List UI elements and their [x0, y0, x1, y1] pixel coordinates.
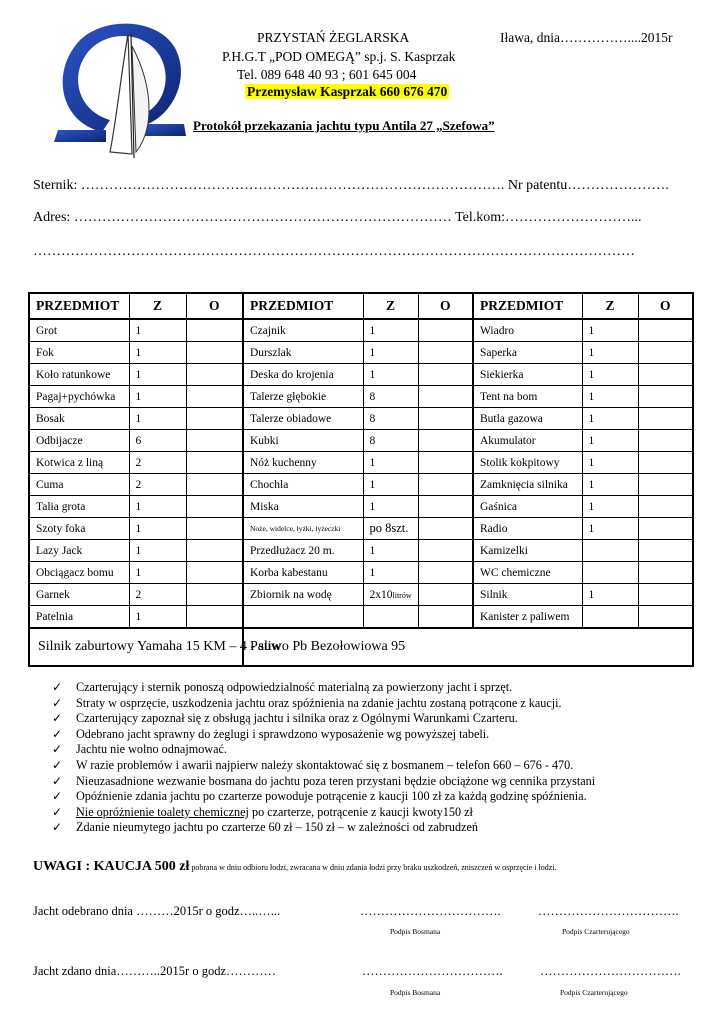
adres-field: Adres: ……………………………………………………………………… Tel.kom:………………………... — [33, 210, 642, 225]
rule-text: Czarterujący zapoznał się z obsługą jachtu i silnika oraz z Ogólnymi Warunkami Czarteru. — [76, 711, 518, 726]
item-name-cell: Siekierka — [473, 364, 582, 386]
firm-name: P.H.G.T „POD OMEGĄ” sp.j. S. Kasprzak — [222, 49, 456, 64]
qty-issued-cell: 1 — [129, 606, 186, 629]
table-row — [29, 386, 693, 408]
rule-item — [52, 758, 712, 774]
qty-issued-cell: 1 — [582, 496, 638, 518]
item-name-cell: Grot — [29, 319, 129, 342]
item-name-cell: Deska do krojenia — [243, 364, 363, 386]
item-name-cell: Przedłużacz 20 m. — [243, 540, 363, 562]
deposit-note: pobrana w dniu odbioru łodzi, zwracana w dniu zdania łodzi przy braku uszkodzeń, zniszczeń w osprzęcie i łodzi. — [189, 863, 557, 872]
qty-returned-cell — [418, 518, 473, 540]
rule-text: Nieuzasadnione wezwanie bosmana do jachtu poza teren przystani będzie obciążone wg cennika przystani — [76, 773, 596, 788]
qty-returned-cell — [418, 430, 473, 452]
item-name-cell: Zamknięcia silnika — [473, 474, 582, 496]
table-row — [29, 342, 693, 364]
item-name-cell: Obciągacz bomu — [29, 562, 129, 584]
table-row — [29, 430, 693, 452]
table-row — [29, 474, 693, 496]
qty-returned-cell — [418, 496, 473, 518]
place-date: Iława, dnia……………....2015r — [500, 30, 673, 45]
qty-issued-cell — [582, 562, 638, 584]
table-row — [29, 319, 693, 342]
qty-returned-cell — [638, 562, 693, 584]
fuel-info: Paliwo Pb Bezołowiowa 95 — [243, 628, 693, 666]
qty-returned-cell — [418, 584, 473, 606]
qty-returned-cell — [418, 342, 473, 364]
item-name-cell: Nóż kuchenny — [243, 452, 363, 474]
qty-issued-cell — [582, 540, 638, 562]
check-mark-icon: ✓ — [52, 757, 63, 772]
item-name-cell: WC chemiczne — [473, 562, 582, 584]
signature-dots: ……………………………. — [540, 964, 681, 978]
qty-returned-cell — [418, 606, 473, 629]
qty-issued-cell: 1 — [363, 364, 418, 386]
item-name-cell: Szoty foka — [29, 518, 129, 540]
rule-text: Jachtu nie wolno odnajmować. — [76, 742, 227, 757]
bosman-signature-label: Podpis Bosmana — [390, 927, 441, 936]
rule-text: Czarterujący i sternik ponoszą odpowiedzialność materialną za powierzony jacht i sprzęt. — [76, 680, 513, 694]
qty-issued-cell — [582, 606, 638, 629]
qty-returned-cell — [418, 319, 473, 342]
qty-issued-cell: 1 — [363, 496, 418, 518]
col-header: O — [638, 293, 693, 319]
col-header: O — [418, 293, 473, 319]
contact-highlight — [245, 83, 449, 101]
qty-returned-cell — [638, 474, 693, 496]
qty-returned-cell — [638, 540, 693, 562]
item-name-cell: Gaśnica — [473, 496, 582, 518]
table-row — [29, 364, 693, 386]
check-mark-icon: ✓ — [52, 789, 63, 804]
col-header: O — [186, 293, 243, 319]
col-header: PRZEDMIOT — [473, 293, 582, 319]
item-name-cell: Silnik — [473, 584, 582, 606]
charterer-signature-label: Podpis Czarterującego — [562, 927, 630, 936]
qty-returned-cell — [638, 319, 693, 342]
item-name-cell: Talerze obiadowe — [243, 408, 363, 430]
col-header: PRZEDMIOT — [243, 293, 363, 319]
qty-returned-cell — [418, 540, 473, 562]
uwagi-line — [33, 857, 557, 875]
rule-item — [52, 789, 712, 805]
check-mark-icon: ✓ — [52, 711, 63, 726]
document-title: Protokół przekazania jachtu typu Antila 27 „Szefowa” — [193, 118, 495, 133]
signature-dots: ……………………………. — [360, 904, 501, 918]
qty-issued-cell: 1 — [129, 540, 186, 562]
item-name-cell: Radio — [473, 518, 582, 540]
qty-returned-cell — [638, 386, 693, 408]
qty-returned-cell — [186, 452, 243, 474]
item-name-cell: Saperka — [473, 342, 582, 364]
col-header: PRZEDMIOT — [29, 293, 129, 319]
qty-returned-cell — [638, 342, 693, 364]
signature-dots: ……………………………. — [538, 904, 679, 918]
qty-issued-cell: 1 — [129, 518, 186, 540]
equipment-table — [28, 292, 694, 667]
check-mark-icon: ✓ — [52, 820, 63, 835]
omega-sail-logo — [40, 12, 190, 162]
qty-returned-cell — [418, 474, 473, 496]
charterer-signature-label: Podpis Czarterującego — [560, 988, 628, 997]
item-name-cell: Zbiornik na wodę — [243, 584, 363, 606]
check-mark-icon: ✓ — [52, 804, 63, 819]
qty-returned-cell — [638, 430, 693, 452]
item-name-cell: Butla gazowa — [473, 408, 582, 430]
check-mark-icon: ✓ — [52, 695, 63, 710]
check-mark-icon: ✓ — [52, 742, 63, 757]
table-row — [29, 518, 693, 540]
item-name-cell: Stolik kokpitowy — [473, 452, 582, 474]
contact-person: Przemysław Kasprzak 660 676 470 — [247, 84, 448, 99]
item-name-cell: Koło ratunkowe — [29, 364, 129, 386]
item-name-cell: Noże, widelce, łyżki, łyżeczki — [243, 518, 363, 540]
check-mark-icon: ✓ — [52, 680, 63, 694]
qty-returned-cell — [638, 364, 693, 386]
col-header: Z — [363, 293, 418, 319]
rule-item — [52, 680, 712, 696]
qty-issued-cell: 1 — [129, 319, 186, 342]
rule-text: po czarterze, potrącenie z kaucji kwoty150 zł — [248, 804, 473, 819]
qty-issued-cell: 2 — [129, 584, 186, 606]
col-header: Z — [129, 293, 186, 319]
rules-list — [52, 680, 712, 836]
item-name-cell: Patelnia — [29, 606, 129, 629]
rule-text: Odebrano jacht sprawny do żeglugi i sprawdzono wyposażenie wg powyższej tabeli. — [76, 726, 490, 741]
sternik-field: Sternik: ………………………………………………………………………………. Nr patentu…………………. — [33, 178, 669, 193]
qty-returned-cell — [638, 584, 693, 606]
item-name-cell: Cuma — [29, 474, 129, 496]
rule-item — [52, 774, 712, 790]
qty-issued-cell: 1 — [582, 584, 638, 606]
item-name-cell: Chochla — [243, 474, 363, 496]
qty-returned-cell — [186, 364, 243, 386]
deposit-label: UWAGI : KAUCJA 500 zł — [33, 859, 190, 874]
water-tank-qty: 2x10 — [369, 588, 393, 601]
qty-issued-cell: 6 — [129, 430, 186, 452]
qty-issued-cell: 8 — [363, 386, 418, 408]
item-name-cell: Fok — [29, 342, 129, 364]
rule-item — [52, 820, 712, 836]
table-row — [29, 540, 693, 562]
qty-issued-cell: 1 — [129, 386, 186, 408]
qty-issued-cell: 1 — [582, 408, 638, 430]
item-name-cell: Akumulator — [473, 430, 582, 452]
qty-returned-cell — [638, 408, 693, 430]
company-name: PRZYSTAŃ ŻEGLARSKA — [257, 30, 410, 45]
qty-issued-cell — [363, 584, 418, 606]
item-name-cell: Odbijacze — [29, 430, 129, 452]
qty-issued-cell: 1 — [582, 386, 638, 408]
table-footer-row — [29, 628, 693, 666]
qty-issued-cell: 1 — [129, 364, 186, 386]
item-name-cell: Kubki — [243, 430, 363, 452]
qty-issued-cell: 1 — [582, 319, 638, 342]
qty-issued-cell: 8 — [363, 430, 418, 452]
qty-returned-cell — [418, 364, 473, 386]
odebrano-line: Jacht odebrano dnia ………2015r o godz…..…... — [33, 904, 281, 918]
qty-issued-cell: 1 — [582, 430, 638, 452]
rule-item — [52, 742, 712, 758]
item-name-cell: Garnek — [29, 584, 129, 606]
table-row — [29, 496, 693, 518]
rule-text: Zdanie nieumytego jachtu po czarterze 60 zł – 150 zł – w zależności od zabrudzeń — [76, 820, 479, 835]
qty-issued-cell: 1 — [582, 518, 638, 540]
qty-returned-cell — [418, 408, 473, 430]
item-name-cell: Czajnik — [243, 319, 363, 342]
qty-issued-cell: 1 — [129, 562, 186, 584]
item-name-cell: Kanister z paliwem — [473, 606, 582, 629]
qty-returned-cell — [186, 540, 243, 562]
qty-issued-cell: 1 — [363, 540, 418, 562]
item-name-cell: Talerze głębokie — [243, 386, 363, 408]
table-row — [29, 606, 693, 629]
item-name-cell: Korba kabestanu — [243, 562, 363, 584]
qty-issued-cell: 1 — [363, 474, 418, 496]
extra-field: ………………………………………………………………………………………………………………… — [33, 244, 635, 259]
qty-issued-cell: 2 — [129, 474, 186, 496]
item-name-cell: Kamizelki — [473, 540, 582, 562]
col-header: Z — [582, 293, 638, 319]
rule-text: Opóźnienie zdania jachtu po czarterze powoduje potrącenie z kaucji 100 zł za każdą godzinę spóźnienia. — [76, 789, 587, 804]
phone-numbers: Tel. 089 648 40 93 ; 601 645 004 — [237, 67, 417, 82]
qty-issued-cell: 1 — [582, 364, 638, 386]
check-mark-icon: ✓ — [52, 726, 63, 741]
item-name-cell: Lazy Jack — [29, 540, 129, 562]
qty-returned-cell — [186, 518, 243, 540]
item-name-cell: Pagaj+pychówka — [29, 386, 129, 408]
qty-issued-cell: 1 — [582, 452, 638, 474]
rule-item — [52, 805, 712, 821]
qty-issued-cell: po 8szt. — [363, 518, 418, 540]
rule-item — [52, 711, 712, 727]
qty-issued-cell: 1 — [363, 319, 418, 342]
table-row — [29, 584, 693, 606]
qty-returned-cell — [186, 408, 243, 430]
qty-returned-cell — [186, 474, 243, 496]
qty-issued-cell: 1 — [582, 342, 638, 364]
qty-issued-cell — [363, 606, 418, 629]
item-name-cell: Wiadro — [473, 319, 582, 342]
qty-issued-cell: 2 — [129, 452, 186, 474]
qty-issued-cell: 1 — [129, 496, 186, 518]
item-name-cell: Bosak — [29, 408, 129, 430]
qty-issued-cell: 1 — [363, 452, 418, 474]
qty-returned-cell — [186, 562, 243, 584]
qty-returned-cell — [186, 606, 243, 629]
item-name-cell — [243, 606, 363, 629]
engine-info: Silnik zaburtowy Yamaha 15 KM – 4 - suw — [29, 628, 243, 666]
qty-issued-cell: 1 — [582, 474, 638, 496]
qty-issued-cell: 1 — [129, 408, 186, 430]
qty-issued-cell: 1 — [363, 562, 418, 584]
qty-returned-cell — [418, 386, 473, 408]
qty-returned-cell — [186, 430, 243, 452]
table-row — [29, 452, 693, 474]
rule-text: W razie problemów i awarii najpierw należy skontaktować się z bosmanem – telefon 660 – 676 - 470. — [76, 757, 574, 772]
qty-returned-cell — [418, 452, 473, 474]
qty-issued-cell: 1 — [363, 342, 418, 364]
qty-returned-cell — [186, 342, 243, 364]
qty-returned-cell — [186, 496, 243, 518]
table-row — [29, 408, 693, 430]
bosman-signature-label: Podpis Bosmana — [390, 988, 441, 997]
qty-returned-cell — [186, 319, 243, 342]
qty-returned-cell — [638, 452, 693, 474]
qty-returned-cell — [638, 518, 693, 540]
table-row — [29, 562, 693, 584]
rule-text: Straty w osprzęcie, uszkodzenia jachtu oraz spóźnienia na zdanie jachtu zostaną potrącone z kaucji. — [76, 695, 562, 710]
item-name-cell: Miska — [243, 496, 363, 518]
item-name-cell: Kotwica z liną — [29, 452, 129, 474]
qty-issued-cell: 8 — [363, 408, 418, 430]
rule-text-underlined: Nie opróżnienie toalety chemicznej — [76, 804, 249, 819]
qty-returned-cell — [638, 606, 693, 629]
rule-item — [52, 696, 712, 712]
zdano-line: Jacht zdano dnia………..2015r o godz………… — [33, 964, 277, 978]
qty-returned-cell — [638, 496, 693, 518]
rule-item — [52, 727, 712, 743]
check-mark-icon: ✓ — [52, 773, 63, 788]
item-name-cell: Durszlak — [243, 342, 363, 364]
qty-returned-cell — [186, 386, 243, 408]
table-header-row — [29, 293, 693, 319]
item-name-cell: Talia grota — [29, 496, 129, 518]
qty-issued-cell: 1 — [129, 342, 186, 364]
qty-returned-cell — [418, 562, 473, 584]
water-tank-unit: litrów — [392, 590, 412, 600]
qty-returned-cell — [186, 584, 243, 606]
signature-dots: ……………………………. — [362, 964, 503, 978]
item-name-cell: Tent na bom — [473, 386, 582, 408]
